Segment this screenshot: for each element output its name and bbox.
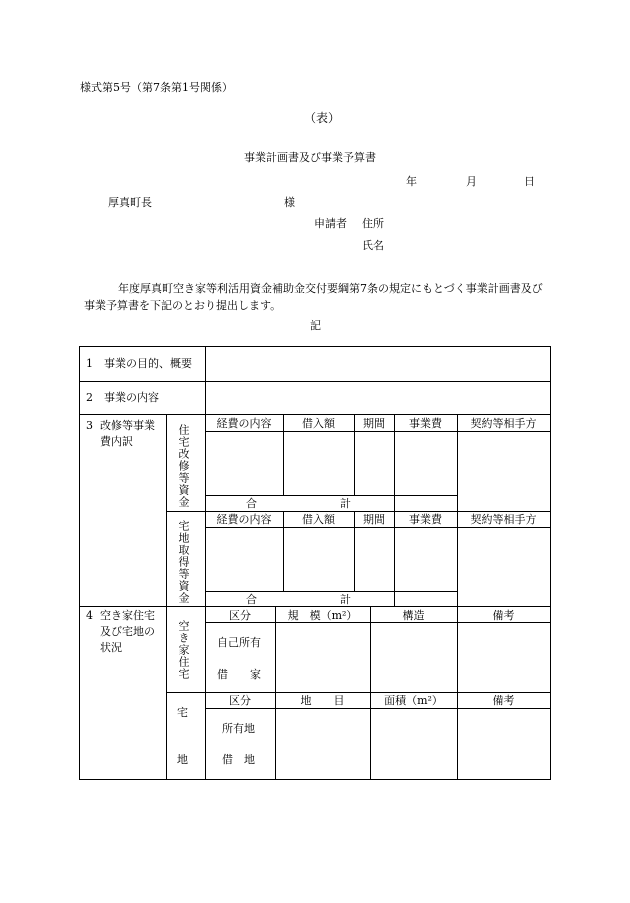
- side-label: （表）: [304, 111, 341, 125]
- table-line: [394, 511, 395, 606]
- row4-label-3: 状況: [100, 641, 122, 654]
- applicant-label: 申請者: [314, 217, 347, 230]
- date-day: 日: [524, 175, 535, 188]
- body-paragraph: 年度厚真町空き家等利活用資金補助金交付要綱第7条の規定にもとづく事業計画書及び事業予算書を下記のとおり提出します。: [84, 282, 543, 312]
- doc-title: 事業計画書及び事業予算書: [244, 151, 376, 164]
- row4-label-2: 及び宅地の: [100, 625, 155, 638]
- table-line: [205, 622, 551, 623]
- form-number: 様式第5号（第7条第1号関係）: [80, 81, 233, 94]
- recipient-honorific: 様: [284, 196, 295, 209]
- table-line: [205, 414, 206, 779]
- table-line: [205, 346, 206, 414]
- row3-label-2: 費内訳: [100, 435, 133, 448]
- row1-label: 1 事業の目的、概要: [86, 357, 192, 370]
- row3-label-1: 改修等事業: [100, 419, 155, 432]
- house-label: 空き家住宅: [177, 620, 190, 680]
- header-period: 期間: [363, 417, 385, 430]
- house-header-category: 区分: [229, 609, 251, 622]
- house-row-owned: 自己所有: [217, 636, 261, 649]
- header-loan: 借入額: [302, 513, 335, 526]
- table-line: [79, 346, 551, 347]
- house-row-rented: 借 家: [217, 668, 261, 681]
- table-line: [205, 591, 457, 592]
- name-label: 氏名: [362, 239, 384, 252]
- table-line: [370, 606, 371, 779]
- row4-label-1: 空き家住宅: [100, 609, 155, 622]
- row3-num: 3: [86, 419, 93, 432]
- table-line: [205, 527, 551, 528]
- table-line: [79, 606, 551, 607]
- row3-sub1: 住宅改修等資金: [177, 424, 190, 508]
- table-line: [166, 511, 551, 512]
- table-line: [457, 606, 458, 779]
- header-cost-content: 経費の内容: [216, 417, 272, 430]
- header-contractor: 契約等相手方: [470, 417, 537, 430]
- total-left: 合: [246, 497, 257, 510]
- house-header-scale: 規 模（m²）: [287, 609, 358, 622]
- row2-label: 2 事業の内容: [86, 391, 159, 404]
- table-line: [550, 346, 551, 780]
- table-line: [166, 414, 167, 779]
- header-project-cost: 事業費: [409, 513, 442, 526]
- land-header-area: 面積（m²）: [384, 694, 443, 707]
- table-line: [205, 495, 457, 496]
- ki-label: 記: [310, 319, 321, 332]
- land-row-owned: 所有地: [222, 722, 255, 735]
- land-header-category: 区分: [229, 694, 251, 707]
- header-period: 期間: [363, 513, 385, 526]
- header-project-cost: 事業費: [409, 417, 442, 430]
- header-loan: 借入額: [302, 417, 335, 430]
- row4-num: 4: [86, 609, 93, 622]
- land-label-bottom: 地: [177, 753, 188, 766]
- table-line: [79, 779, 551, 780]
- land-row-leased: 借 地: [222, 753, 255, 766]
- land-header-remarks: 備考: [492, 694, 515, 707]
- date-month: 月: [466, 175, 477, 188]
- row3-sub2: 宅地取得等資金: [177, 520, 190, 604]
- table-line: [205, 431, 551, 432]
- table-line: [275, 606, 276, 779]
- recipient-name: 厚真町長: [108, 196, 152, 209]
- header-contractor: 契約等相手方: [470, 513, 537, 526]
- date-year: 年: [406, 175, 417, 188]
- total-right: 計: [340, 497, 351, 510]
- total-right: 計: [340, 593, 351, 606]
- land-label-top: 宅: [177, 706, 188, 719]
- table-line: [79, 381, 551, 382]
- table-line: [205, 708, 551, 709]
- address-label: 住所: [362, 217, 384, 230]
- house-header-structure: 構造: [402, 609, 425, 622]
- header-cost-content: 経費の内容: [216, 513, 272, 526]
- total-left: 合: [246, 593, 257, 606]
- table-line: [79, 346, 80, 780]
- house-header-remarks: 備考: [492, 609, 515, 622]
- land-header-type: 地 目: [300, 694, 345, 707]
- table-line: [79, 414, 551, 415]
- table-line: [166, 692, 551, 693]
- table-line: [457, 511, 458, 606]
